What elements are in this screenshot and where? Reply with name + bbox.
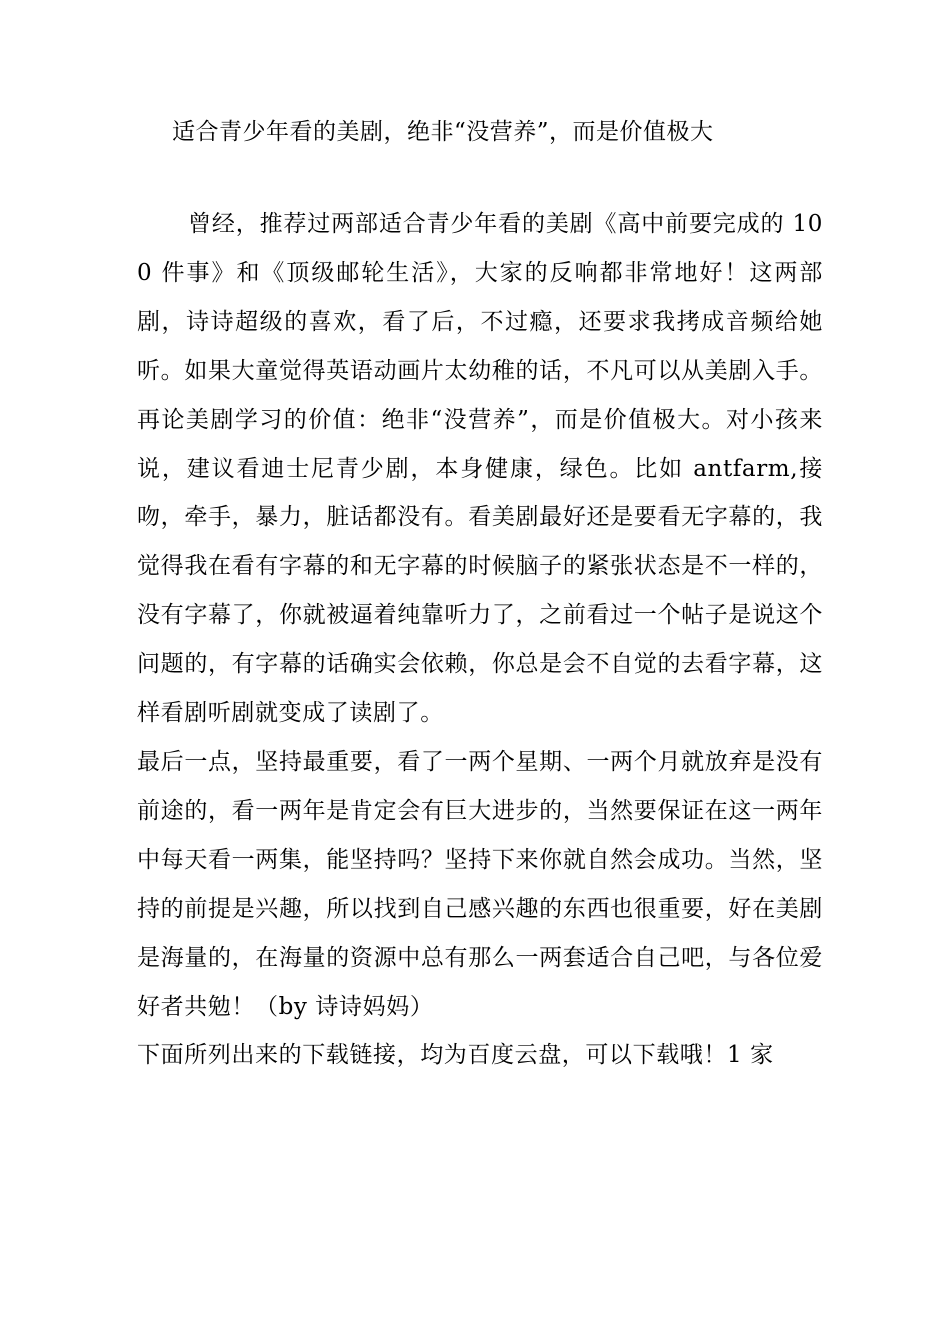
document-body — [137, 200, 823, 1080]
document-title: 适合青少年看的美剧，绝非“没营养”，而是价值极大 — [172, 119, 714, 145]
paragraph-download-links: 下面所列出来的下载链接，均为百度云盘，可以下载哦！1 家 — [137, 1042, 774, 1069]
paragraph-persistence: 最后一点，坚持最重要，看了一两个星期、一两个月就放弃是没有前途的，看一两年是肯定会有巨大进步的，当然要保证在这一两年中每天看一两集，能坚持吗？坚持下来你就自然会成功。当然，坚持的前提是兴趣，所以找到自己感兴趣的东西也很重要，好在美剧是海量的，在海量的资源中总有那么一两套适合自己吧，与各位爱好者共勉！（by 诗诗妈妈） — [137, 748, 823, 1020]
paragraph-intro: 曾经，推荐过两部适合青少年看的美剧《高中前要完成的 100 件事》和《顶级邮轮生活》，大家的反响都非常地好！这两部剧，诗诗超级的喜欢，看了后，不过瘾，还要求我拷成音频给她听。如果大童觉得英语动画片太幼稚的话，不凡可以从美剧入手。再论美剧学习的价值：绝非“没营养”，而是价值极大。对小孩来说，建议看迪士尼青少剧，本身健康，绿色。比如 antfarm,接吻，牵手，暴力，脏话都没有。看美剧最好还是要看无字幕的，我觉得我在看有字幕的和无字幕的时候脑子的紧张状态是不一样的，没有字幕了，你就被逼着纯靠听力了，之前看过一个帖子是说这个问题的，有字幕的话确实会依赖，你总是会不自觉的去看字幕，这样看剧听剧就变成了读剧了。 — [137, 211, 823, 727]
